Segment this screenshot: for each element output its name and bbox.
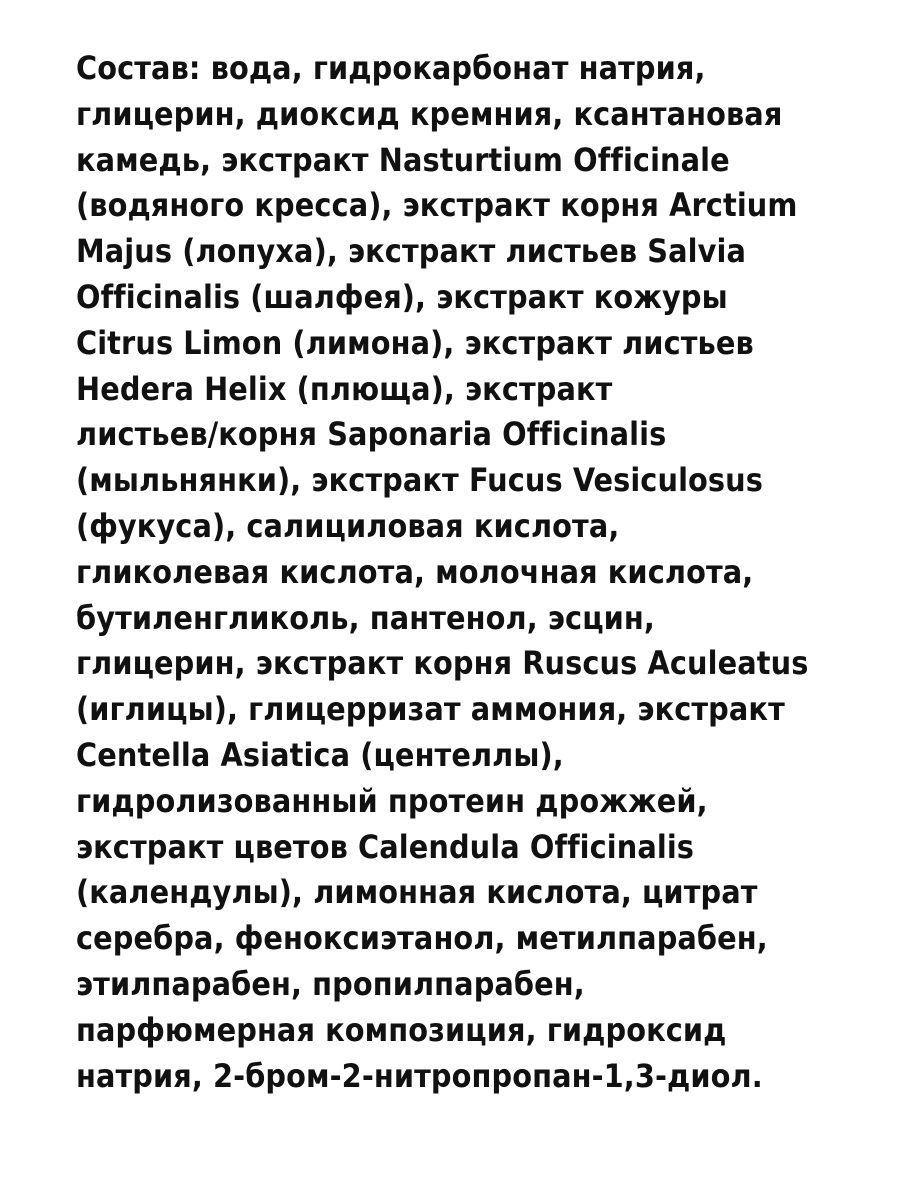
ingredients-line: серебра, феноксиэтанол, метилпарабен, [76,919,768,958]
ingredients-line: Centella Asiatica (центеллы), [76,735,564,774]
ingredients-line: гидролизованный протеин дрожжей, [76,781,708,820]
ingredients-line: бутиленгликоль, пантенол, эсцин, [76,598,655,637]
ingredients-line: (иглицы), глицерризат аммония, экстракт [76,690,785,729]
ingredients-text [76,46,876,1099]
ingredients-line: глицерин, диоксид кремния, ксантановая [76,94,783,133]
ingredients-line: (фукуса), салициловая кислота, [76,506,620,545]
ingredients-line: камедь, экстракт Nasturtium Officinale [76,140,730,179]
ingredients-line: экстракт цветов Calendula Officinalis [76,827,695,866]
ingredients-line: Hedera Helix (плюща), экстракт [76,369,613,408]
ingredients-line: (мыльнянки), экстракт Fucus Vesiculosus [76,461,763,500]
ingredients-line: гликолевая кислота, молочная кислота, [76,552,754,591]
ingredients-line: натрия, 2-бром-2-нитропропан-1,3-диол. [76,1056,763,1095]
ingredients-line: Majus (лопуха), экстракт листьев Salvia [76,232,746,271]
ingredients-line: (водяного кресса), экстракт корня Arctium [76,186,798,225]
ingredients-line: листьев/корня Saponaria Officinalis [76,415,667,454]
ingredients-line: (календулы), лимонная кислота, цитрат [76,873,758,912]
ingredients-line: Officinalis (шалфея), экстракт кожуры [76,277,728,316]
ingredients-line: Состав: вода, гидрокарбонат натрия, [76,49,706,87]
ingredients-line: парфюмерная композиция, гидроксид [76,1010,727,1049]
ingredients-line: глицерин, экстракт корня Ruscus Aculeatus [76,644,809,683]
ingredients-line: этилпарабен, пропилпарабен, [76,964,585,1003]
ingredients-line: Citrus Limon (лимона), экстракт листьев [76,323,754,362]
